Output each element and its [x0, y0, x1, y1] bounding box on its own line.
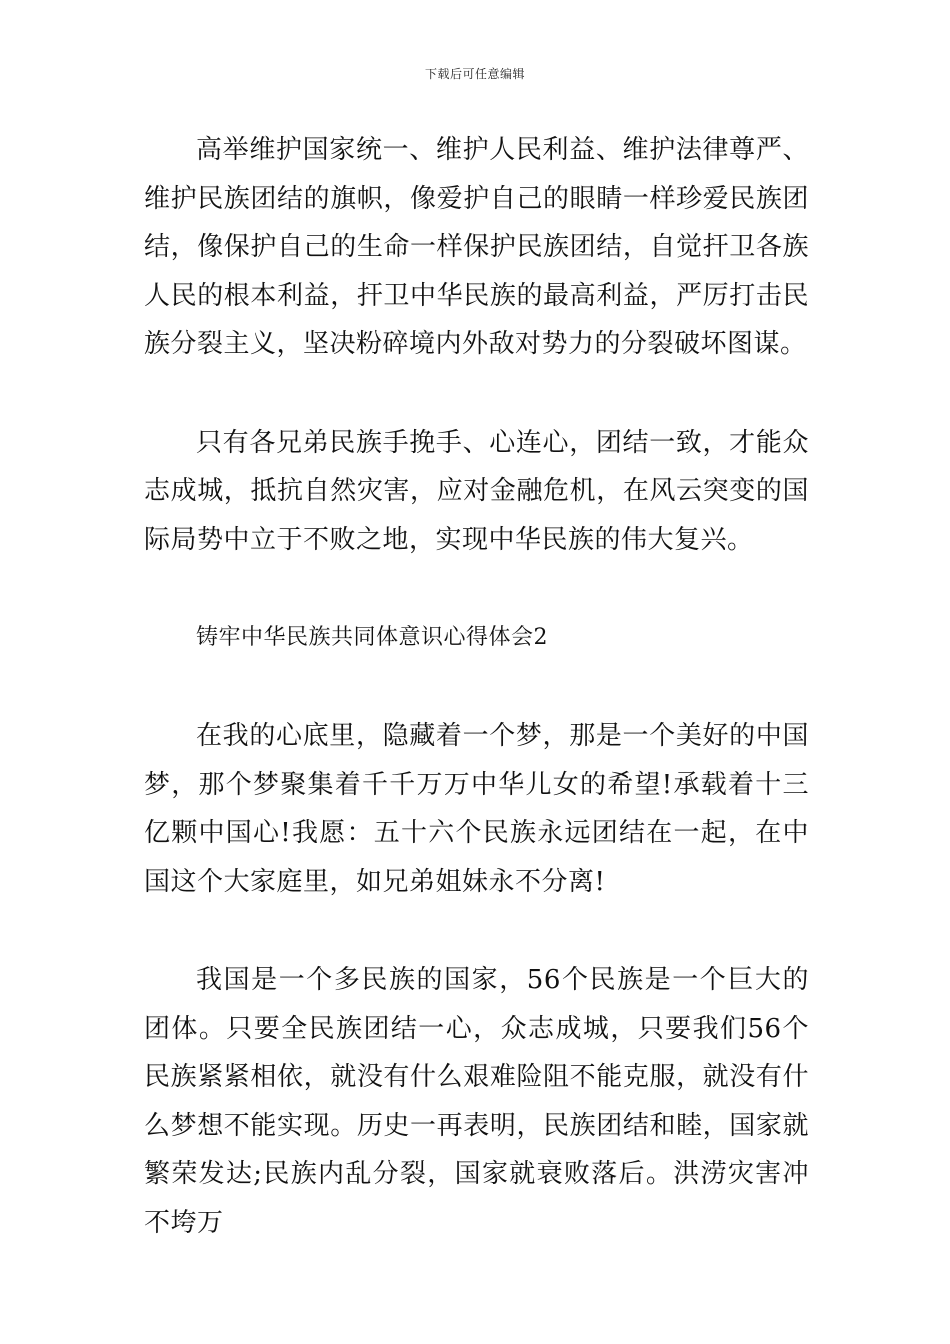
document-body: [144, 126, 809, 1297]
paragraph-3: 在我的心底里，隐藏着一个梦，那是一个美好的中国梦，那个梦聚集着千千万万中华儿女的希望!承载着十三亿颗中国心!我愿：五十六个民族永远团结在一起，在中国这个大家庭里，如兄弟姐妹永不分离!: [144, 721, 809, 897]
paragraph-2: 只有各兄弟民族手挽手、心连心，团结一致，才能众志成城，抵抗自然灾害，应对金融危机，在风云突变的国际局势中立于不败之地，实现中华民族的伟大复兴。: [144, 427, 809, 555]
section-heading: 铸牢中华民族共同体意识心得体会2: [196, 625, 548, 650]
page-header: 下载后可任意编辑: [424, 67, 525, 81]
paragraph-1: 高举维护国家统一、维护人民利益、维护法律尊严、维护民族团结的旗帜，像爱护自己的眼睛一样珍爱民族团结，像保护自己的生命一样保护民族团结，自觉扞卫各族人民的根本利益，扞卫中华民族的最高利益，严厉打击民族分裂主义，坚决粉碎境内外敌对势力的分裂破坏图谋。: [144, 135, 809, 359]
paragraph-4: 我国是一个多民族的国家，56个民族是一个巨大的团体。只要全民族团结一心，众志成城，只要我们56个民族紧紧相依，就没有什么艰难险阻不能克服，就没有什么梦想不能实现。历史一再表明，民族团结和睦，国家就繁荣发达;民族内乱分裂，国家就衰败落后。洪涝灾害冲不垮万: [144, 965, 809, 1238]
